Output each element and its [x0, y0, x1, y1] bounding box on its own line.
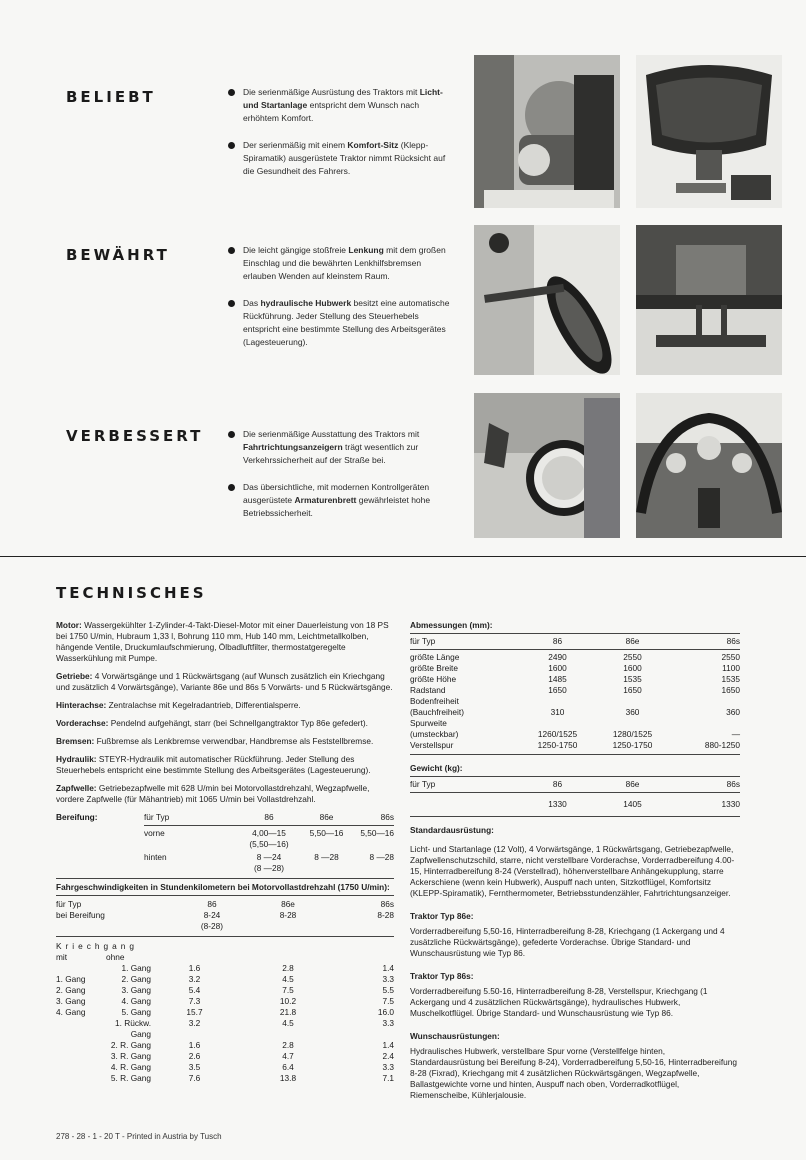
bullet-item: Das hydraulische Hubwerk besitzt eine automatische Rückführung. Jeder Stellung des Steuerhebels entspricht eine bestimmte Stellung des Arbeitsgerätes (Lagesteuerung).: [228, 297, 454, 349]
bullet-item: Der serienmäßig mit einem Komfort-Sitz (Klepp-Spiramatik) ausgerüstete Traktor nimmt Rücksicht auf die Gesundheit des Fahrers.: [228, 139, 454, 178]
optional-equipment: Wunschausrüstungen: Hydraulisches Hubwerk, verstellbare Spur vorne (Verstellfelge hinten, Standardausrüstung bei Bereifung 8-24), Vorderradbereifung 5,50-16, Hinterradbereifung 8-28 (Fixrad), Kriechgang mit 4 zusätzlichen Rückwärtsgängen, Wegzapfwelle, Ballastgewichte vorne und hinten, Auspuff nach oben, Vorderradkotflügel, Riemenscheibe, Kühlerjalousie.: [410, 1031, 738, 1100]
footer-print-info: 278 - 28 - 1 - 20 T - Printed in Austria by Tusch: [56, 1132, 222, 1141]
table-row: Spurweite: [410, 718, 447, 728]
bullet-item: Die serienmäßige Ausrüstung des Traktors mit Licht- und Startanlage entspricht dem Wunsch nach erhöhtem Komfort.: [228, 86, 454, 125]
kriechgang-title: Kriechgang: [56, 941, 138, 951]
bullet-item: Das übersichtliche, mit modernen Kontrollgeräten ausgerüstete Armaturenbrett gewährleistet hohe Betriebssicherheit.: [228, 481, 454, 520]
photo-steering: [474, 225, 620, 375]
speed-table: [56, 963, 394, 1084]
table-row: Radstand 1650 1650 1650: [410, 685, 740, 695]
spec-motor: Motor: Wassergekühlter 1-Zylinder-4-Takt-Diesel-Motor mit einer Dauerleistung von 18 PS bei 1750 U/min, Hubraum 1,33 l, Bohrung 110 mm, Hub 140 mm, Leichtmetallkolben, hängende Ventile, Druckumlaufschmierung, Ölbadluftfilter, thermostatgeregelte Wasserkühlung mit Pumpe.: [56, 620, 389, 663]
spec-zapfwelle: Zapfwelle: Getriebezapfwelle mit 628 U/min bei Motorvollastdrehzahl, Wegzapfwelle, vordere Zapfwelle (für Mähantrieb) mit 1065 U/min bei Vollastdrehzahl.: [56, 783, 370, 804]
type-86s-equipment: Traktor Typ 86s: Vorderradbereifung 5.50-16, Hinterradbereifung 8-28, Verstellspur, Kriechgang (1 Ackergang und 4 zusätzlichen Rückwärtsgänge), hydraulisches Hubwerk, Muschelkotflügel. Übrige Standard- und Wunschausrüstung wie Typ 86.: [410, 971, 708, 1018]
bullet-icon: [228, 300, 235, 307]
table-row: hinten 8 —24 8 —28 8 —28: [144, 852, 394, 862]
bullet-icon: [228, 142, 235, 149]
speed-row: 3. Gang 4. Gang 7.3 10.2 7.5: [56, 996, 394, 1006]
speed-row: 2. Gang 3. Gang 5.4 7.5 5.5: [56, 985, 394, 995]
bullet-item: Die leicht gängige stoßfreie Lenkung mit dem großen Einschlag und die bewährten Lenkhilfsbremsen erlauben Wenden auf kleinstem Raum.: [228, 244, 454, 283]
photo-starter-engine: [474, 55, 620, 208]
type-86e-equipment: Traktor Typ 86e: Vorderradbereifung 5,50-16, Hinterradbereifung 8-28, Kriechgang (1 Ackergang und 4 zusätzliche Rückwärtsgänge), gefederte Vorderachse. Übrige Standard- und Wunschausrüstung wie Typ 86.: [410, 911, 725, 958]
spec-hinterachse: Hinterachse: Zentralachse mit Kegelradantrieb, Differentialsperre.: [56, 700, 301, 710]
section-title-bewaehrt: BEWÄHRT: [66, 246, 170, 264]
weight-row: 1330 1405 1330: [548, 799, 740, 809]
spec-bremsen: Bremsen: Fußbremse als Lenkbremse verwendbar, Handbremse als Feststellbremse.: [56, 736, 374, 746]
speed-row: 1. Gang 2. Gang 3.2 4.5 3.3: [56, 974, 394, 984]
photo-hydraulic-lift: [636, 225, 782, 375]
table-row: vorne 4,00—15 5,50—16 5,50—16: [144, 828, 394, 838]
standard-equipment: Standardausrüstung: Licht- und Startanlage (12 Volt), 4 Vorwärtsgänge, 1 Rückwärtsgang, Getriebezapfwelle, Zapfwellenschutzschild, starre, nicht verstellbare Vorderachse, Vorderradbereifung 4.00-15, Hinterradbereifung 8-24 (Verstellrad), höhenverstellbare Anhängekupplung, starre Ackerschiene (wenn kein Hubwerk), Auspuff nach unten, Sitzkotflügel, Komfortsitz (KLEPP-Spiramatik), Fernthermometer, Betriebsstundenzähler, Fahrtrichtungsanzeiger.: [410, 825, 735, 898]
feature-bullets-verbessert: [228, 428, 454, 520]
photo-dashboard: [636, 393, 782, 538]
section-title-beliebt: BELIEBT: [66, 88, 156, 106]
speed-row: 5. R. Gang 7.6 13.8 7.1: [110, 1073, 394, 1083]
speed-row: 4. Gang 5. Gang 15.7 21.8 16.0: [56, 1007, 394, 1017]
tech-left-column: Motor: Wassergekühlter 1-Zylinder-4-Takt-Diesel-Motor mit einer Dauerleistung von 18 PS bei 1750 U/min, Hubraum 1,33 l, Bohrung 110 mm, Hub 140 mm, Leichtmetallkolben, hängende Ventile, Druckumlaufschmierung, Ölbadluftfilter, thermostatgeregelte Wasserkühlung mit Pumpe. Getriebe: 4 Vorwärtsgänge und 1 Rückwärtsgang (auf Wunsch zusätzlich ein Kriechgang und zusätzlich 4 Vorwärtsgänge), Variante 86e und 86s 5 Vorwärts- und 5 Rückwärtsgänge. Hinterachse: Zentralachse mit Kegelradantrieb, Differentialsperre. Vorderachse: Pendelnd aufgehängt, starr (bei Schnellgangtraktor Typ 86e gefedert). Bremsen: Fußbremse als Lenkbremse verwendbar, Handbremse als Feststellbremse. Hydraulik: STEYR-Hydraulik mit automatischer Rückführung. Jeder Stellung des Steuerhebels entspricht eine bestimmte Stellung des Arbeitsgerätes (Lagesteuerung). Zapfwelle: Getriebezapfwelle mit 628 U/min bei Motorvollastdrehzahl, Wegzapfwelle, vordere Zapfwelle (für Mähantrieb) mit 1065 U/min bei Vollastdrehzahl. Bereifung: für Typ 86 86e 86s vorne 4,00—15 5,50—16 5,50—16 (5,50—16) hinten 8 —24 8 —28 8 —28 (8 —28) Fahrgeschwindigkeiten in Stundenkilometern bei Motorvollastdrehzahl (1750 U/min): für Typ 86 86e 86s bei Bereifung 8-24 8-28 8-28 (8-28) Kriechgang mit ohne 1. Gang 1.6 2.8 1.4 1. Gang 2. Gang 3.2 4.5 3.3 2. Gang 3. Gang 5.4 7.5 5.5 3. Gang 4. Gang 7.3 10.2 7.5 4. Gang 5. Gang 15.7 21.8 16.0 1. Rückw. Gang 3.2 4.5 3.3 2. R. Gang 1.6 2.8 1.4 3. R. Gang 2.6 4.7 2.4 4. R. Gang 3.5 6.4 3.3 5. R. Gang 7.6 13.8 7.1: [56, 620, 394, 1083]
bullet-icon: [228, 484, 235, 491]
bullet-icon: [228, 89, 235, 96]
table-row: (Bauchfreiheit) 310 360 360: [410, 707, 740, 717]
speed-row: 3. R. Gang 2.6 4.7 2.4: [110, 1051, 394, 1061]
table-row: größte Länge 2490 2550 2550: [410, 652, 740, 662]
table-row: Verstellspur 1250-1750 1250-1750 880-1250: [410, 740, 740, 750]
spec-hydraulik: Hydraulik: STEYR-Hydraulik mit automatischer Rückführung. Jeder Stellung des Steuerhebels entspricht eine bestimmte Stellung des Arbeitsgerätes (Lagesteuerung).: [56, 754, 371, 775]
table-row: größte Höhe 1485 1535 1535: [410, 674, 740, 684]
feature-bullets-beliebt: [228, 86, 454, 178]
bullet-item: Die serienmäßige Ausstattung des Traktors mit Fahrtrichtungsanzeigern trägt wesentlich zur Verkehrssicherheit auf der Straße bei.: [228, 428, 454, 467]
speed-row: 2. R. Gang 1.6 2.8 1.4: [110, 1040, 394, 1050]
section-divider: [0, 556, 806, 557]
bullet-icon: [228, 247, 235, 254]
tech-title: TECHNISCHES: [56, 584, 207, 602]
photo-comfort-seat: [636, 55, 782, 208]
bereifung-table: Bereifung: für Typ 86 86e 86s vorne 4,00—15 5,50—16 5,50—16 (5,50—16) hinten 8 —24 8 —28 8 —28 (8 —28): [56, 812, 394, 873]
dimensions-title: Abmessungen (mm):: [410, 620, 493, 630]
table-row: größte Breite 1600 1600 1100: [410, 663, 740, 673]
weight-title: Gewicht (kg):: [410, 763, 463, 773]
speeds-title: Fahrgeschwindigkeiten in Stundenkilometern bei Motorvollastdrehzahl (1750 U/min):: [56, 882, 390, 892]
speed-row: 1. Rückw. Gang 3.2 4.5 3.3: [115, 1018, 394, 1039]
speed-row: 4. R. Gang 3.5 6.4 3.3: [110, 1062, 394, 1072]
spec-getriebe: Getriebe: 4 Vorwärtsgänge und 1 Rückwärtsgang (auf Wunsch zusätzlich ein Kriechgang und zusätzlich 4 Vorwärtsgänge), Variante 86e und 86s 5 Vorwärts- und 5 Rückwärtsgänge.: [56, 671, 393, 692]
feature-bullets-bewaehrt: [228, 244, 454, 349]
section-title-verbessert: VERBESSERT: [66, 427, 204, 445]
table-row: Bodenfreiheit: [410, 696, 459, 706]
dimensions-table: [410, 652, 740, 751]
speed-row: 1. Gang 1.6 2.8 1.4: [121, 963, 394, 973]
tech-right-column: Abmessungen (mm): für Typ 86 86e 86s größte Länge 2490 2550 2550 größte Breite 1600 1600 1100 größte Höhe 1485 1535 1535 Radstand 1650 1650 1650 Bodenfreiheit (Bauchfreiheit) 310 360 360 Spurweite (umsteckbar) 1260/1525 1280/1525 — Verstellspur 1250-1750 1250-1750 880-1250 Gewicht (kg): für Typ 86 86e 86s 1330 1405 1330 Standardausrüstung: Licht- und Startanlage (12 Volt), 4 Vorwärtsgänge, 1 Rückwärtsgang, Getriebezapfwelle, Zapfwellenschutzschild, starre, nicht verstellbare Vorderachse, Vorderradbereifung 4.00-15, Hinterradbereifung 8-24 (Verstellrad), höhenverstellbare Anhängekupplung, starre Ackerschiene (wenn kein Hubwerk), Auspuff nach unten, Sitzkotflügel, Komfortsitz (KLEPP-Spiramatik), Fernthermometer, Betriebsstundenzähler, Fahrtrichtungsanzeiger. Traktor Typ 86e: Vorderradbereifung 5,50-16, Hinterradbereifung 8-28, Kriechgang (1 Ackergang und 4 zusätzliche Rückwärtsgänge), gefederte Vorderachse. Übrige Standard- und Wunschausrüstung wie Typ 86. Traktor Typ 86s: Vorderradbereifung 5.50-16, Hinterradbereifung 8-28, Verstellspur, Kriechgang (1 Ackergang und 4 zusätzlichen Rückwärtsgänge), hydraulisches Hubwerk, Muschelkotflügel. Übrige Standard- und Wunschausrüstung wie Typ 86. Wunschausrüstungen: Hydraulisches Hubwerk, verstellbare Spur vorne (Verstellfelge hinten, Standardausrüstung bei Bereifung 8-24), Vorderradbereifung 5,50-16, Hinterradbereifung 8-28 (Fixrad), Kriechgang mit 4 zusätzlichen Rückwärtsgängen, Wegzapfwelle, Ballastgewichte vorne und hinten, Auspuff nach oben, Vorderradkotflügel, Riemenscheibe, Kühlerjalousie.: [410, 620, 740, 1100]
photo-headlight: [474, 393, 620, 538]
bullet-icon: [228, 431, 235, 438]
spec-vorderachse: Vorderachse: Pendelnd aufgehängt, starr (bei Schnellgangtraktor Typ 86e gefedert).: [56, 718, 368, 728]
table-row: (umsteckbar) 1260/1525 1280/1525 —: [410, 729, 740, 739]
